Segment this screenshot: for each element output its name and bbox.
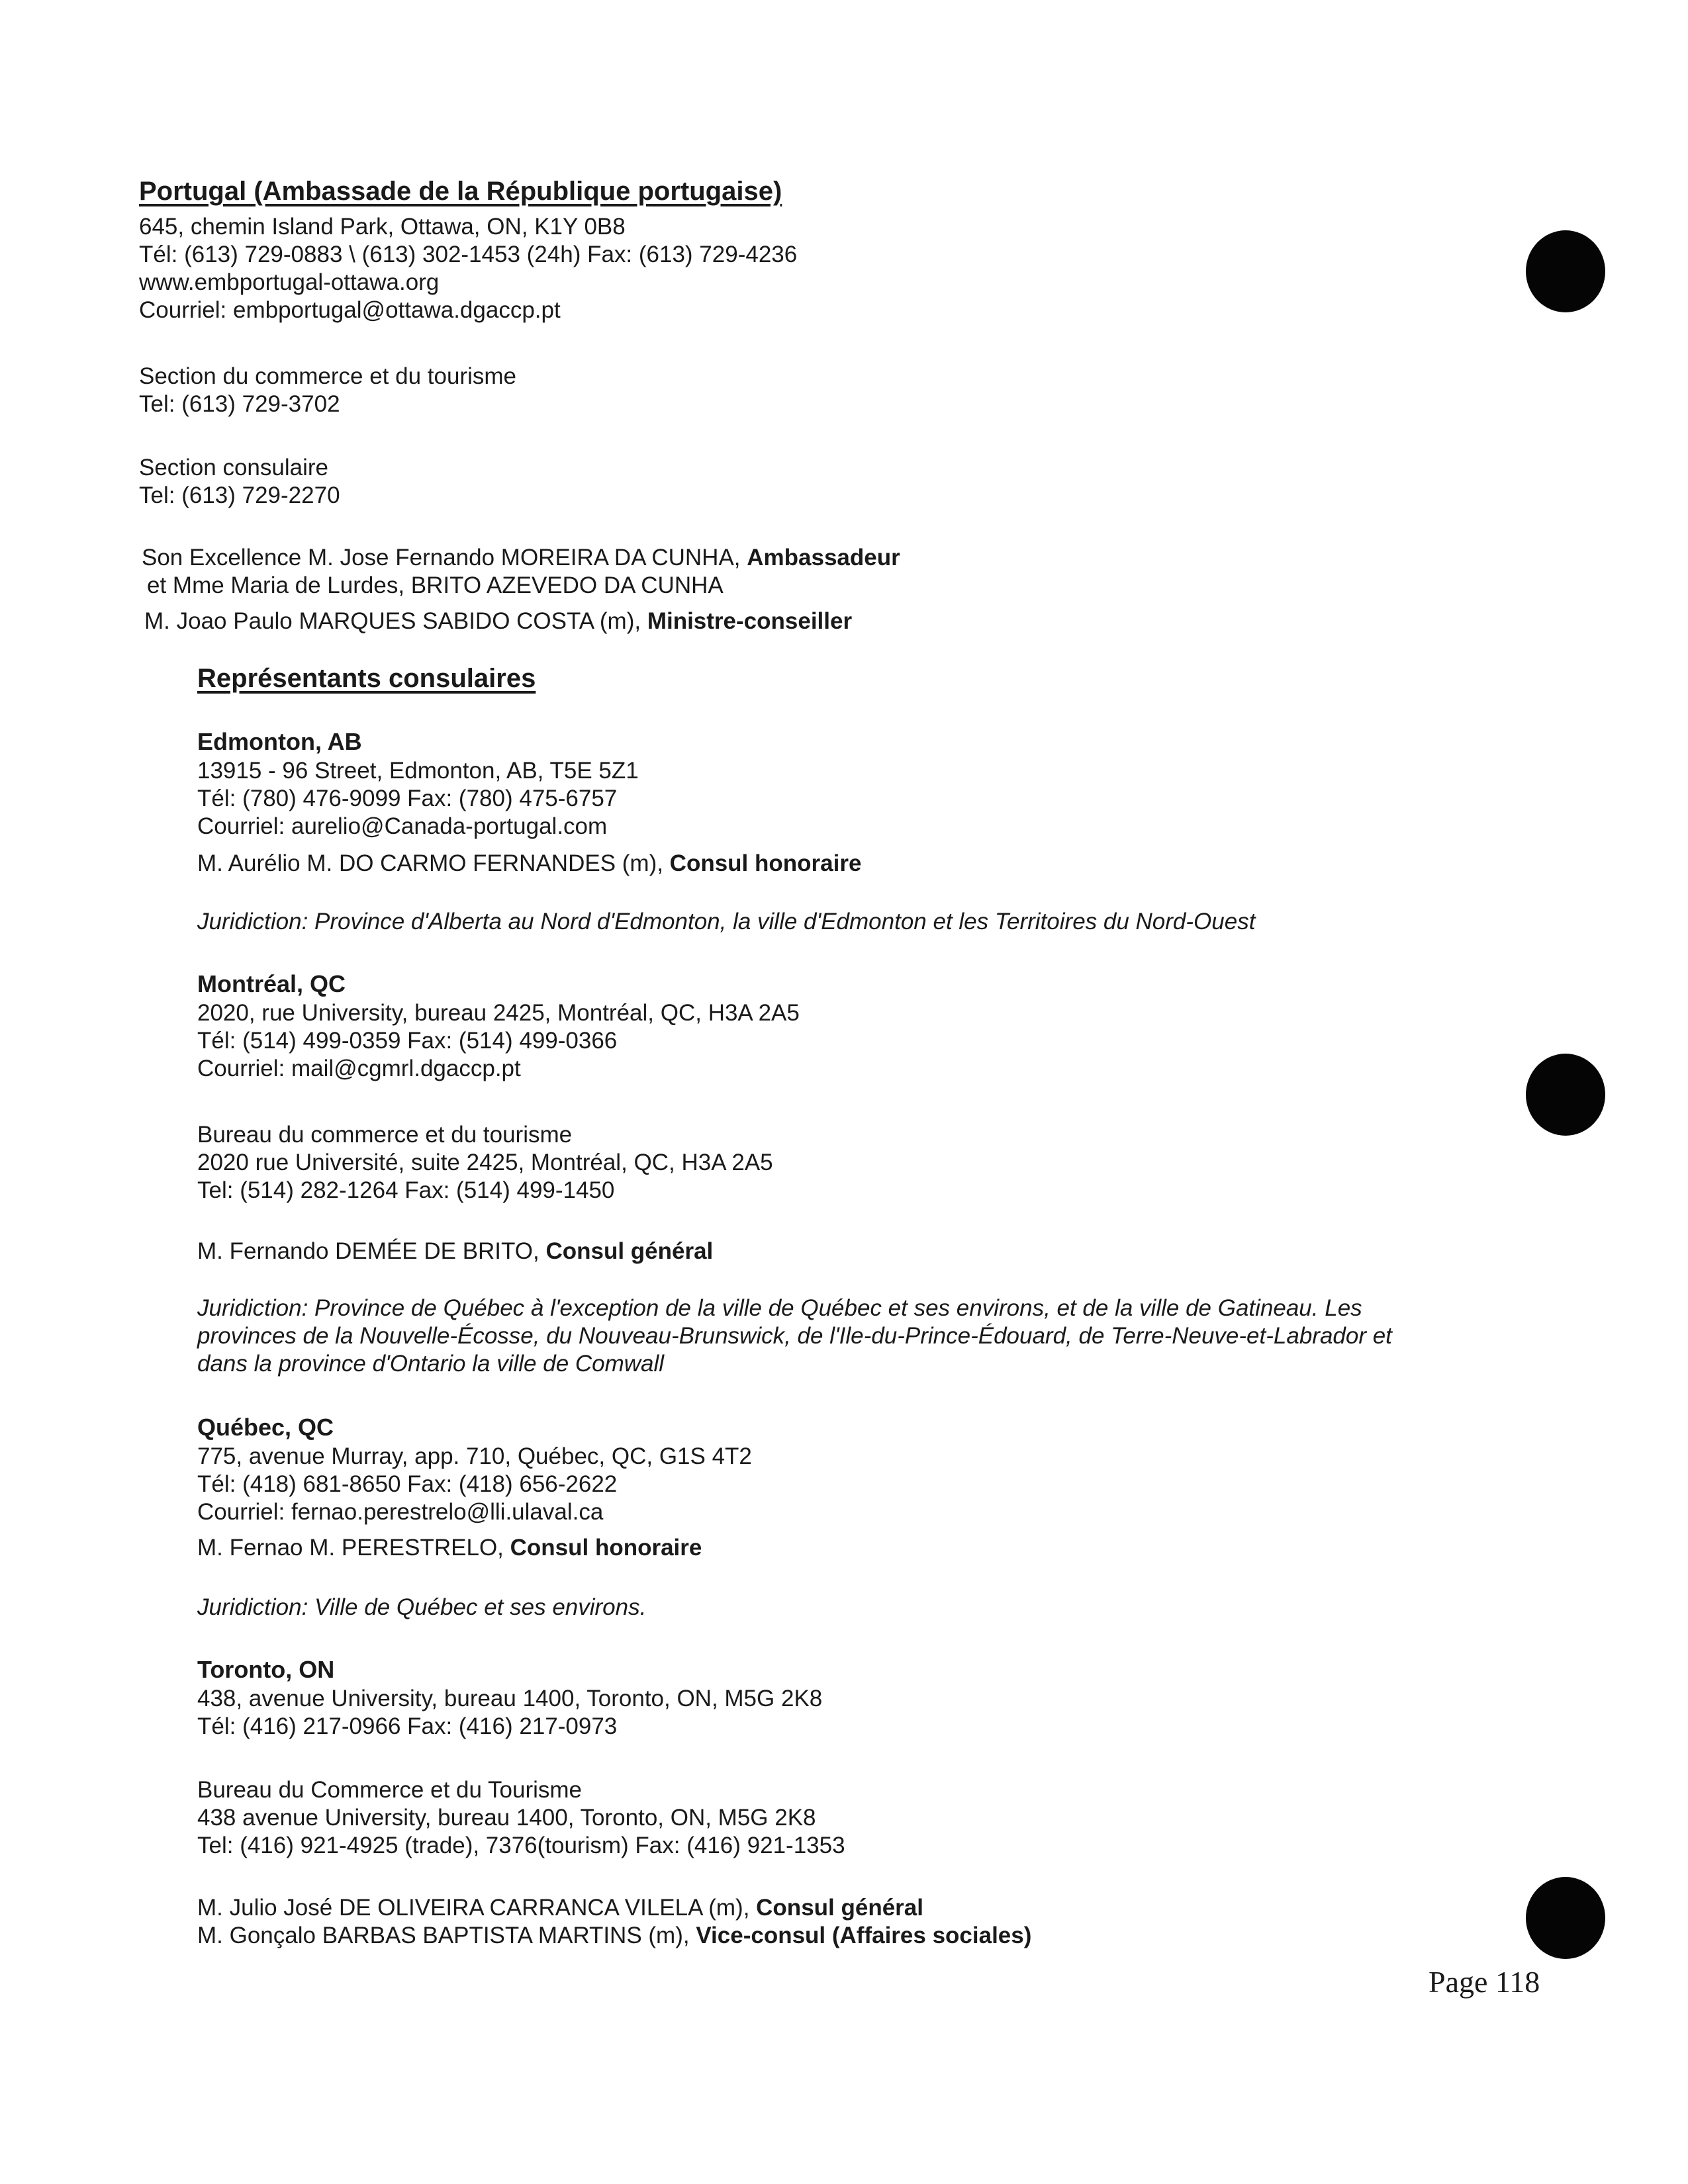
consular-section-label: Section consulaire [139,455,328,480]
consul-role: Consul général [756,1895,923,1921]
montreal-email: Courriel: mail@cgmrl.dgaccp.pt [197,1056,521,1081]
consul-name: M. Aurélio M. DO CARMO FERNANDES (m), [197,850,670,876]
hole-punch-bottom [1526,1877,1605,1959]
toronto-city: Toronto, ON [197,1656,335,1683]
quebec-jurisdiction: Juridiction: Ville de Québec et ses environs. [197,1594,647,1620]
embassy-website: www.embportugal-ottawa.org [139,269,440,295]
hole-punch-middle [1526,1054,1605,1136]
staff-name: Son Excellence M. Jose Fernando MOREIRA DA CUNHA, [142,545,747,570]
montreal-consul [197,1238,713,1265]
consul-name: M. Fernao M. PERESTRELO, [197,1535,510,1561]
consul-role: Vice-consul (Affaires sociales) [696,1923,1032,1948]
staff-spouse [147,572,724,600]
staff-name: M. Joao Paulo MARQUES SABIDO COSTA (m), [144,608,647,634]
quebec-address: 775, avenue Murray, app. 710, Québec, QC, G1S 4T2 [197,1443,752,1469]
staff-role: Ambassadeur [747,545,900,570]
montreal-address: 2020, rue University, bureau 2425, Montréal, QC, H3A 2A5 [197,1000,800,1026]
toronto-bureau-tel: Tel: (416) 921-4925 (trade), 7376(tourism) Fax: (416) 921-1353 [197,1833,845,1858]
toronto-consul-general [197,1894,923,1922]
staff-name: et Mme Maria de Lurdes, BRITO AZEVEDO DA CUNHA [147,572,724,598]
edmonton-consul [197,850,861,878]
consul-role: Consul général [545,1238,714,1264]
toronto-address: 438, avenue University, bureau 1400, Toronto, ON, M5G 2K8 [197,1686,823,1711]
hole-punch-top [1526,230,1605,312]
toronto-vice-consul [197,1922,1031,1950]
staff-role: Ministre-conseiller [647,608,853,634]
montreal-city: Montréal, QC [197,970,346,997]
commerce-section-label: Section du commerce et du tourisme [139,363,516,389]
quebec-consul [197,1534,702,1562]
toronto-bureau-address: 438 avenue University, bureau 1400, Toronto, ON, M5G 2K8 [197,1805,816,1831]
montreal-bureau-address: 2020 rue Université, suite 2425, Montréal, QC, H3A 2A5 [197,1150,773,1175]
consul-name: M. Fernando DEMÉE DE BRITO, [197,1238,546,1264]
edmonton-city: Edmonton, AB [197,728,362,755]
staff-ambassador [142,544,900,572]
montreal-jurisdiction-line2: provinces de la Nouvelle-Écosse, du Nouveau-Brunswick, de l'Ile-du-Prince-Édouard, de Terre-Neuve-et-Labrador et [197,1323,1392,1349]
consular-section-tel: Tel: (613) 729-2270 [139,482,340,508]
quebec-email: Courriel: fernao.perestrelo@lli.ulaval.ca [197,1499,604,1525]
consular-heading: Représentants consulaires [197,664,536,693]
edmonton-address: 13915 - 96 Street, Edmonton, AB, T5E 5Z1 [197,758,639,784]
montreal-bureau: Bureau du commerce et du tourisme [197,1122,573,1148]
montreal-jurisdiction-line1: Juridiction: Province de Québec à l'exception de la ville de Québec et ses environs, et de la ville de Gatineau. Les [197,1295,1362,1321]
consul-name: M. Gonçalo BARBAS BAPTISTA MARTINS (m), [197,1923,696,1948]
consul-role: Consul honoraire [510,1535,702,1561]
embassy-phone: Tél: (613) 729-0883 \ (613) 302-1453 (24h) Fax: (613) 729-4236 [139,242,798,267]
toronto-bureau: Bureau du Commerce et du Tourisme [197,1777,583,1803]
commerce-section-tel: Tel: (613) 729-3702 [139,391,340,417]
montreal-bureau-tel: Tel: (514) 282-1264 Fax: (514) 499-1450 [197,1177,615,1203]
montreal-phone: Tél: (514) 499-0359 Fax: (514) 499-0366 [197,1028,618,1054]
edmonton-jurisdiction: Juridiction: Province d'Alberta au Nord d'Edmonton, la ville d'Edmonton et les Territoires du Nord-Ouest [197,909,1256,934]
consul-name: M. Julio José DE OLIVEIRA CARRANCA VILELA (m), [197,1895,757,1921]
staff-minister-counsellor [144,608,852,635]
quebec-city: Québec, QC [197,1414,334,1441]
embassy-title: Portugal (Ambassade de la République portugaise) [139,177,782,206]
consul-role: Consul honoraire [669,850,862,876]
edmonton-email: Courriel: aurelio@Canada-portugal.com [197,813,608,839]
page-number: Page 118 [1429,1965,1540,1999]
quebec-phone: Tél: (418) 681-8650 Fax: (418) 656-2622 [197,1471,618,1497]
embassy-email: Courriel: embportugal@ottawa.dgaccp.pt [139,297,561,323]
embassy-address: 645, chemin Island Park, Ottawa, ON, K1Y 0B8 [139,214,626,240]
edmonton-phone: Tél: (780) 476-9099 Fax: (780) 475-6757 [197,786,618,811]
montreal-jurisdiction-line3: dans la province d'Ontario la ville de Comwall [197,1351,665,1377]
toronto-phone: Tél: (416) 217-0966 Fax: (416) 217-0973 [197,1713,618,1739]
